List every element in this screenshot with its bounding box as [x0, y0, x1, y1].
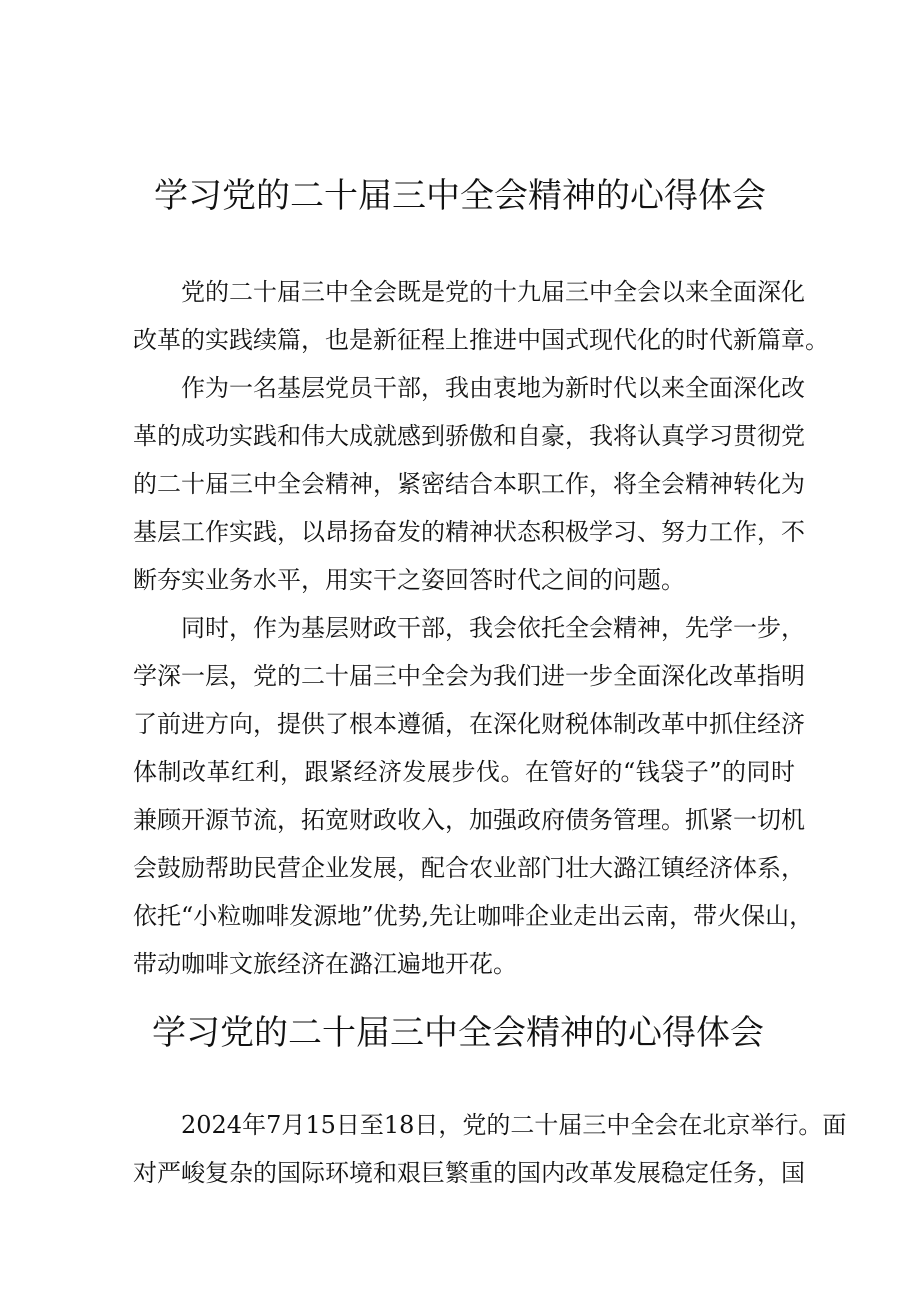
paragraph-line: 党的二十届三中全会既是党的十九届三中全会以来全面深化	[181, 278, 805, 306]
paragraph-line: 带动咖啡文旅经济在潞江遍地开花。	[133, 950, 517, 978]
section-2-title: 学习党的二十届三中全会精神的心得体会	[152, 1013, 764, 1053]
paragraph-line: 的二十届三中全会精神，紧密结合本职工作，将全会精神转化为	[133, 470, 805, 498]
paragraph-line: 了前进方向，提供了根本遵循，在深化财税体制改革中抓住经济	[133, 710, 805, 738]
paragraph-line: 革的成功实践和伟大成就感到骄傲和自豪，我将认真学习贯彻党	[133, 422, 805, 450]
paragraph-line: 对严峻复杂的国际环境和艰巨繁重的国内改革发展稳定任务，国	[133, 1159, 805, 1187]
paragraph-line: 基层工作实践，以昂扬奋发的精神状态积极学习、努力工作，不	[133, 518, 805, 546]
paragraph-line: 依托“小粒咖啡发源地”优势,先让咖啡企业走出云南，带火保山，	[133, 902, 814, 930]
section-2-paragraph-1	[133, 1101, 847, 1197]
paragraph-line: 体制改革红利，跟紧经济发展步伐。在管好的“钱袋子”的同时	[133, 758, 795, 786]
paragraph-line: 兼顾开源节流，拓宽财政收入，加强政府债务管理。抓紧一切机	[133, 806, 805, 834]
paragraph-line: 会鼓励帮助民营企业发展，配合农业部门壮大潞江镇经济体系，	[133, 854, 805, 882]
paragraph-line: 2024年7月15日至18日，党的二十届三中全会在北京举行。面	[181, 1111, 847, 1139]
paragraph-line: 学深一层，党的二十届三中全会为我们进一步全面深化改革指明	[133, 662, 805, 690]
paragraph-line: 作为一名基层党员干部，我由衷地为新时代以来全面深化改	[181, 374, 805, 402]
section-1-paragraph-1	[133, 268, 829, 364]
section-1-title: 学习党的二十届三中全会精神的心得体会	[154, 176, 766, 216]
paragraph-line: 断夯实业务水平，用实干之姿回答时代之间的问题。	[133, 566, 685, 594]
section-1-paragraph-2	[133, 364, 805, 604]
paragraph-line: 改革的实践续篇，也是新征程上推进中国式现代化的时代新篇章。	[133, 326, 829, 354]
section-1-paragraph-3	[133, 604, 814, 988]
paragraph-line: 同时，作为基层财政干部，我会依托全会精神，先学一步，	[181, 614, 805, 642]
